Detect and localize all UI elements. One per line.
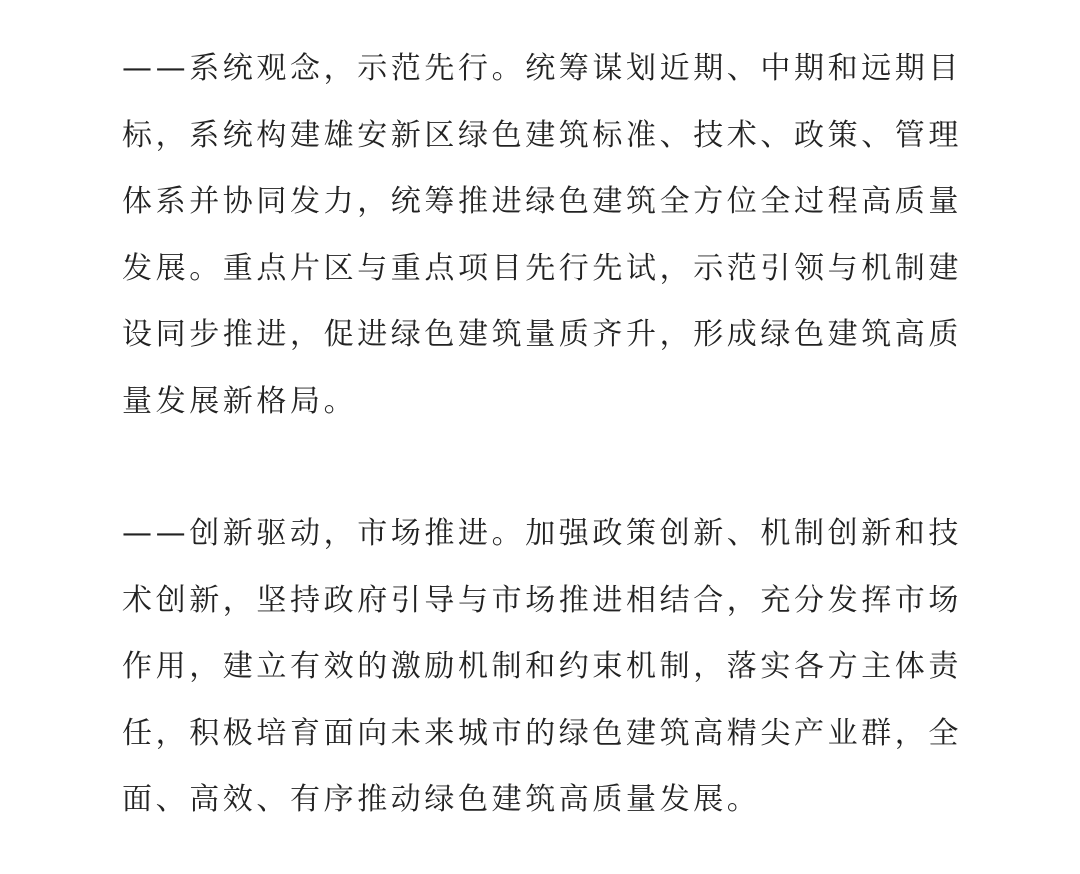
paragraph-systematic-concept: ——系统观念，示范先行。统筹谋划近期、中期和远期目标，系统构建雄安新区绿色建筑标准、技术、政策、管理体系并协同发力，统筹推进绿色建筑全方位全过程高质量发展。重点片区与重点项目先行先试，示范引领与机制建设同步推进，促进绿色建筑量质齐升，形成绿色建筑高质量发展新格局。 bbox=[122, 51, 962, 419]
paragraph-innovation-driven: ——创新驱动，市场推进。加强政策创新、机制创新和技术创新，坚持政府引导与市场推进相结合，充分发挥市场作用，建立有效的激励机制和约束机制，落实各方主体责任，积极培育面向未来城市的绿色建筑高精尖产业群，全面、高效、有序推动绿色建筑高质量发展。 bbox=[122, 516, 962, 817]
document-body bbox=[122, 36, 962, 834]
